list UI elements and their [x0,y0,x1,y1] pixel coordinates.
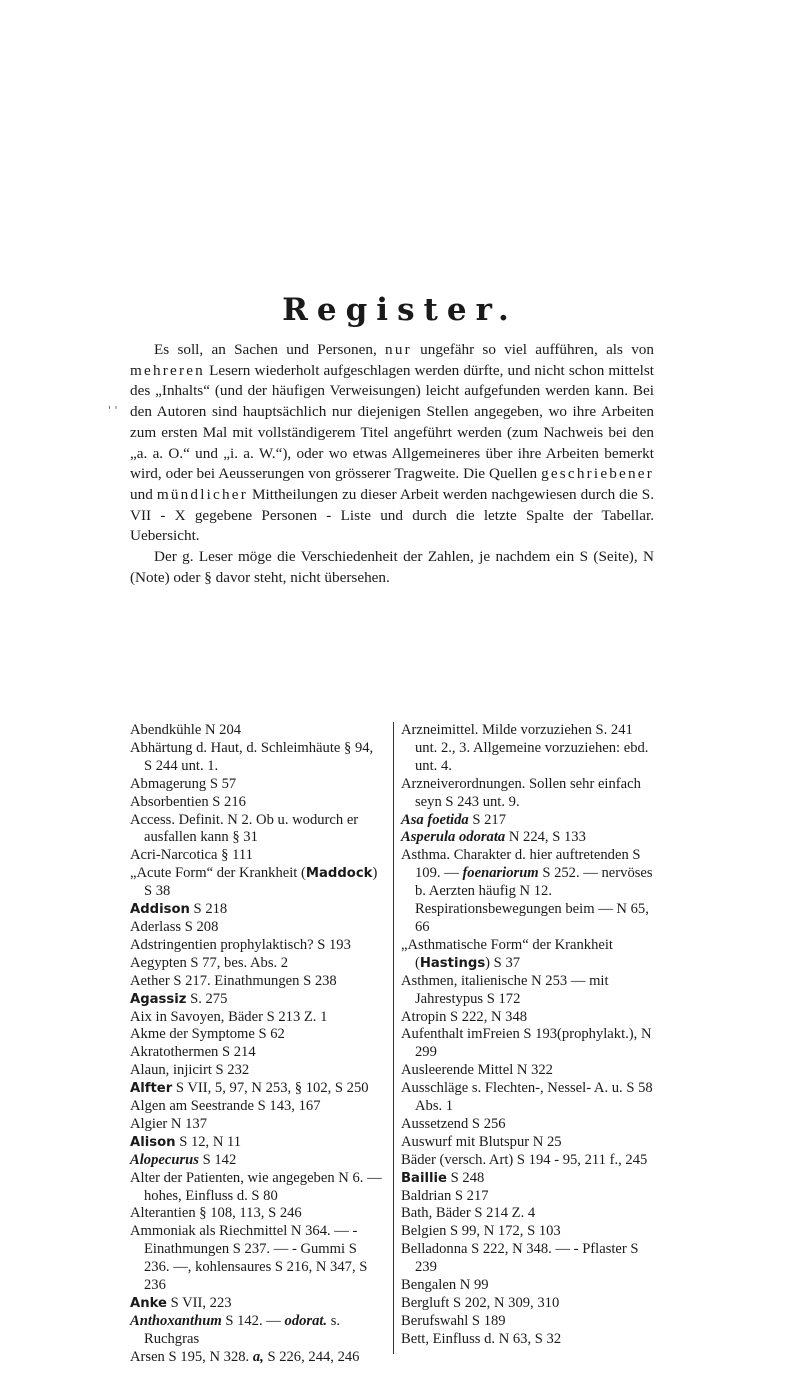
text-run: Belgien S 99, N 172, S 103 [401,1223,561,1240]
index-name: Baillie [401,1170,447,1186]
index-entry [130,901,383,919]
index-entry [130,1170,383,1206]
text-run: Der g. Leser möge die Verschiedenheit der Zahlen, je nachdem ein S (Seite), N (Note) oder § davor steht, nicht übersehen. [130,548,654,586]
index-entry [130,1205,383,1223]
index-entry [401,1152,656,1170]
text-run: Aegypten S 77, bes. Abs. 2 [130,954,289,971]
index-entry [401,1223,656,1241]
index-entry [401,1026,656,1062]
text-run: S 142 [198,1151,237,1168]
spaced-emphasis: mehreren [130,361,205,379]
text-run: Aether S 217. Einathmungen S 238 [130,972,337,989]
text-run: Mittheilungen zu dieser Arbeit werden nachgewiesen durch die S. VII - X gegebene Personen - Liste und durch die letzte Spalte der Tabellar. Uebersicht. [130,485,654,545]
text-run: Algier N 137 [130,1115,208,1132]
text-run: Abhärtung d. Haut, d. Schleimhäute § 94, S 244 unt. 1. [130,739,374,774]
index-latin-term: foenariorum [462,865,539,882]
index-entry [130,740,383,776]
text-run: Atropin S 222, N 348 [401,1008,528,1025]
text-run: Alaun, injicirt S 232 [130,1062,250,1079]
text-run: Belladonna S 222, N 348. — - Pflaster S 239 [401,1241,639,1276]
text-run: Abendkühle N 204 [130,722,242,738]
index-entry [130,1098,383,1116]
text-run: Arzneiverordnungen. Sollen sehr einfach seyn S 243 unt. 9. [401,775,641,810]
index-entry [130,1026,383,1044]
index-latin-term: Asa foetida [401,811,469,828]
index-entry [130,1134,383,1152]
intro-paragraph [130,340,654,547]
index-entry [130,794,383,812]
index-latin-term: Alopecurus [130,1151,199,1168]
text-run: S VII, 5, 97, N 253, § 102, S 250 [172,1080,369,1097]
intro-paragraph [130,547,654,588]
text-run: Abmagerung S 57 [130,775,237,792]
text-run: Bath, Bäder S 214 Z. 4 [401,1205,536,1222]
index-entry [130,1349,383,1367]
index-entry [401,1277,656,1295]
index-entry [401,937,656,973]
index-entry [401,973,656,1009]
text-run: „Acute Form“ der Krankheit ( [130,865,306,882]
spaced-emphasis: mündlicher [156,485,248,503]
index-entry [130,937,383,955]
text-run: und [130,485,157,503]
text-run: Auswurf mit Blutspur N 25 [401,1133,562,1150]
text-run: Bengalen N 99 [401,1277,489,1294]
text-run: Adstringentien prophylaktisch? S 193 [130,936,351,953]
index-entry [130,1116,383,1134]
text-run: Bäder (versch. Art) S 194 - 95, 211 f., 245 [401,1151,648,1168]
text-run: S 217 [468,811,507,828]
text-run: Arsen S 195, N 328. [130,1348,253,1365]
intro-text [130,340,654,588]
index-entry [130,1295,383,1313]
index-entry [130,973,383,991]
text-run: Akme der Symptome S 62 [130,1026,285,1043]
index-entry [130,1152,383,1170]
text-run: „Asthmatische Form“ der Krankheit ( [401,936,613,971]
index-name: Agassiz [130,991,187,1007]
index-entry [401,1062,656,1080]
spaced-emphasis: nur [385,341,412,358]
index-name: Addison [130,902,190,918]
index-entry [130,1080,383,1098]
text-run: S 226, 244, 246 [263,1348,360,1365]
index-entry [130,776,383,794]
index-column-right [401,722,656,1349]
text-run: Aderlass S 208 [130,918,219,935]
text-run: Algen am Seestrande S 143, 167 [130,1098,321,1115]
index-entry [401,776,656,812]
text-run: Bergluft S 202, N 309, 310 [401,1295,560,1311]
text-run: S 12, N 11 [175,1133,242,1150]
index-entry [130,847,383,865]
text-run: Berufswahl S 189 [401,1312,506,1329]
text-run: Ammoniak als Riechmittel N 364. — - Einathmungen S 237. — - Gummi S 236. —, kohlensaures S 216, N 347, S 236 [130,1223,368,1294]
text-run: Es soll, an Sachen und Personen, [154,341,386,358]
index-entry [401,1331,656,1349]
index-name: Hastings [419,955,486,971]
index-entry [401,1080,656,1116]
text-run: Aussetzend S 256 [401,1115,506,1132]
index-entry [401,1188,656,1206]
text-run: Ausschläge s. Flechten-, Nessel- A. u. S 58 Abs. 1 [401,1080,653,1115]
index-entry [401,847,656,937]
text-run: S 142. — [221,1312,285,1329]
index-entry [401,1313,656,1331]
index-entry [130,812,383,848]
index-entry [130,991,383,1009]
text-run: Arzneimittel. Milde vorzuziehen S. 241 unt. 2., 3. Allgemeine vorzuziehen: ebd. unt. 4. [401,722,649,774]
text-run: S 218 [189,901,228,918]
index-entry [130,1009,383,1027]
index-entry [130,919,383,937]
column-divider [393,722,394,1354]
index-entry [130,722,383,740]
index-entry [130,1313,383,1349]
index-entry [401,1205,656,1223]
spaced-emphasis: geschriebener [541,465,654,483]
text-run: S VII, 223 [166,1295,232,1311]
index-entry [130,865,383,901]
text-run: Aufenthalt imFreien S 193(prophylakt.), N 299 [401,1026,652,1061]
text-run: N 224, S 133 [505,829,586,846]
text-run: Ausleerende Mittel N 322 [401,1062,553,1079]
index-entry [130,1223,383,1295]
text-run: ) S 38 [144,865,378,900]
text-run: s. Ruchgras [144,1312,341,1347]
text-run: Baldrian S 217 [401,1187,489,1204]
index-entry [401,1170,656,1188]
index-entry [401,1116,656,1134]
index-entry [401,812,656,830]
text-run: ungefähr so viel aufführen, als von [411,341,654,358]
index-latin-term: Anthoxanthum [130,1312,222,1329]
index-entry [401,1241,656,1277]
margin-mark: ' ' [108,404,118,417]
index-entry [130,1062,383,1080]
index-name: Maddock [305,866,373,882]
index-entry [401,722,656,776]
text-run: Acri-Narcotica § 111 [130,847,253,864]
text-run: S 248 [446,1169,485,1186]
index-latin-term: a, [252,1348,264,1365]
page-title: Register. [282,292,518,328]
index-name: Anke [130,1296,167,1311]
index-column-left [130,722,383,1367]
text-run: Asthmen, italienische N 253 — mit Jahrestypus S 172 [401,972,609,1007]
index-latin-term: Asperula odorata [401,829,506,846]
text-run: Akratothermen S 214 [130,1044,256,1061]
text-run: Alter der Patienten, wie angegeben N 6. — hohes, Einfluss d. S 80 [130,1169,382,1204]
text-run: Aix in Savoyen, Bäder S 213 Z. 1 [130,1008,328,1025]
index-entry [401,829,656,847]
index-entry [401,1295,656,1313]
index-entry [130,955,383,973]
index-entry [401,1009,656,1027]
index-entry [130,1044,383,1062]
text-run: Bett, Einfluss d. N 63, S 32 [401,1330,562,1347]
index-latin-term: odorat. [284,1312,328,1329]
text-run: Lesern wiederholt aufgeschlagen werden dürfte, und nicht schon mittelst des „Inhalts“ (und der häufigen Verweisungen) leicht aufgefunden werden kann. Bei den Autoren sind hauptsächlich nur diejenigen Stellen angegeben, wo ihre Arbeiten zum ersten Mal mit vollständigerem Titel angeführt werden (zum Nachweis bei den „a. a. O.“ und „i. a. W.“), oder wo etwas Allgemeineres über ihre Arbeiten bemerkt wird, oder bei Aeusserungen von grösserer Tragweite. Die Quellen [130,361,654,483]
text-run: Absorbentien S 216 [130,793,246,810]
text-run: ) S 37 [485,954,521,971]
text-run: Access. Definit. N 2. Ob u. wodurch er ausfallen kann § 31 [130,811,359,846]
index-columns [130,722,654,1365]
index-name: Alison [130,1134,176,1150]
index-name: Alfter [130,1081,173,1097]
text-run: Alterantien § 108, 113, S 246 [130,1205,302,1222]
text-run: Asthma. Charakter d. hier auftretenden S 109. — [401,847,641,882]
text-run: S. 275 [186,990,228,1007]
index-entry [401,1134,656,1152]
text-run: S 252. — nervöses b. Aerzten häufig N 12. Respirationsbewegungen beim — N 65, 66 [415,865,653,935]
